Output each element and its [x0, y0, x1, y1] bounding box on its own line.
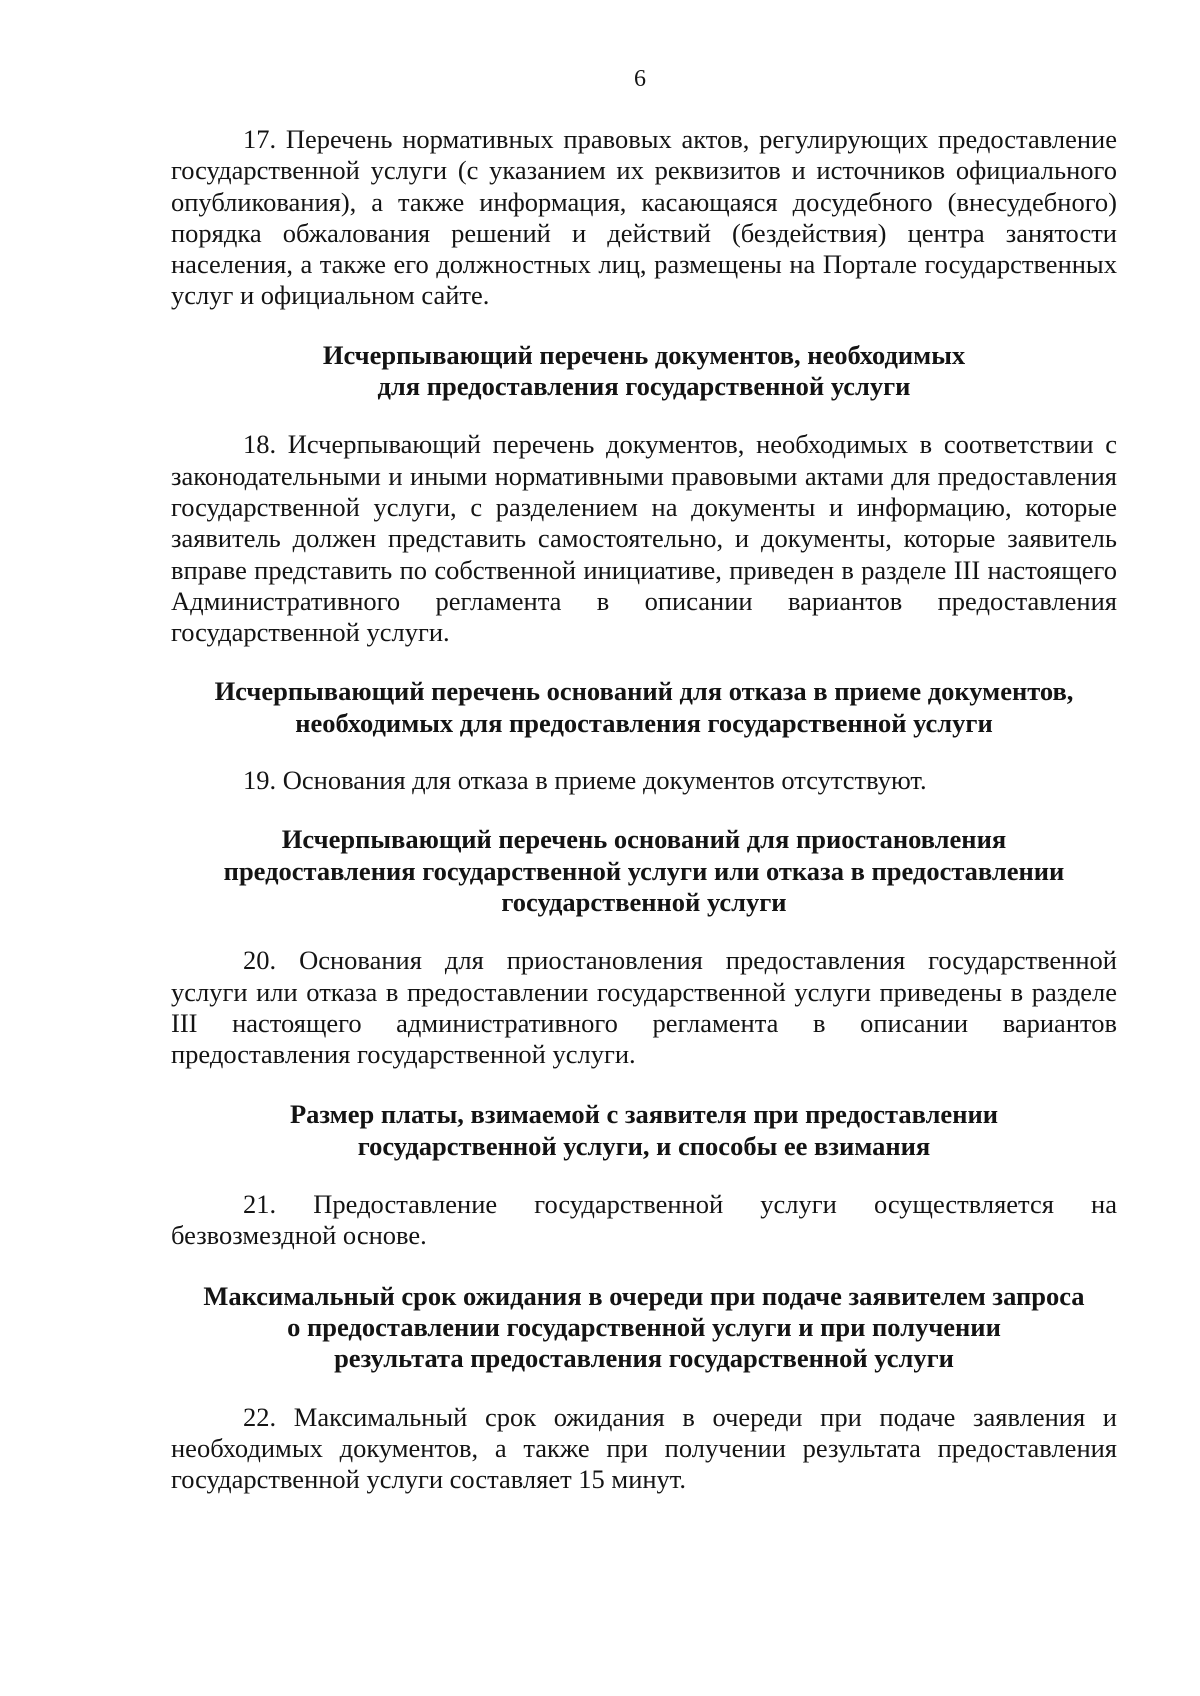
paragraph-19: 19. Основания для отказа в приеме документов отсутствуют. — [243, 765, 927, 796]
heading-line: предоставления государственной услуги или отказа в предоставлении — [223, 855, 1065, 886]
paragraph-17: 17. Перечень нормативных правовых актов, регулирующих предоставление государственной услуги (с указанием их реквизитов и источников официального опубликования), а также информация, касающаяся досудебного (внесудебного) порядка обжалования решений и действий (бездействия) центра занятости населения, а также его должностных лиц, размещены на Портале государственных услуг и официальном сайте. — [171, 124, 1117, 311]
paragraph-18: 18. Исчерпывающий перечень документов, необходимых в соответствии с законодательными и иными нормативными правовыми актами для предоставления государственной услуги, с разделением на документы и информацию, которые заявитель должен представить самостоятельно, и документы, которые заявитель вправе представить по собственной инициативе, приведен в разделе III настоящего Административного регламента в описании вариантов предоставления государственной услуги. — [171, 429, 1117, 648]
document-body — [171, 124, 1117, 1495]
heading-line: результата предоставления государственной услуги — [334, 1343, 954, 1374]
heading-suspension-grounds — [171, 824, 1117, 918]
heading-line: Максимальный срок ожидания в очереди при подаче заявителем запроса — [203, 1280, 1085, 1311]
heading-line: необходимых для предоставления государственной услуги — [295, 707, 993, 738]
heading-line: о предоставлении государственной услуги и при получении — [287, 1311, 1001, 1342]
paragraph-20: 20. Основания для приостановления предоставления государственной услуги или отказа в предоставлении государственной услуги приведены в разделе III настоящего административного регламента в описании вариантов предоставления государственной услуги. — [171, 945, 1117, 1070]
heading-line: Исчерпывающий перечень оснований для отказа в приеме документов, — [214, 676, 1074, 707]
heading-fee — [171, 1099, 1117, 1162]
heading-line: Исчерпывающий перечень документов, необходимых — [322, 339, 966, 370]
heading-documents-list — [171, 340, 1117, 403]
heading-line: Исчерпывающий перечень оснований для приостановления — [281, 824, 1007, 855]
heading-refusal-grounds — [171, 676, 1117, 739]
heading-line: для предоставления государственной услуги — [377, 371, 911, 402]
heading-line: Размер платы, взимаемой с заявителя при предоставлении — [289, 1099, 999, 1130]
paragraph-22: 22. Максимальный срок ожидания в очереди при подаче заявления и необходимых документов, а также при получении результата предоставления государственной услуги составляет 15 минут. — [171, 1401, 1117, 1495]
heading-line: государственной услуги — [501, 886, 787, 917]
paragraph-21: 21. Предоставление государственной услуги осуществляется на безвозмездной основе. — [171, 1189, 1117, 1251]
heading-line: государственной услуги, и способы ее взимания — [357, 1130, 931, 1161]
heading-waiting-time — [171, 1281, 1117, 1375]
page-number: 6 — [634, 66, 646, 92]
